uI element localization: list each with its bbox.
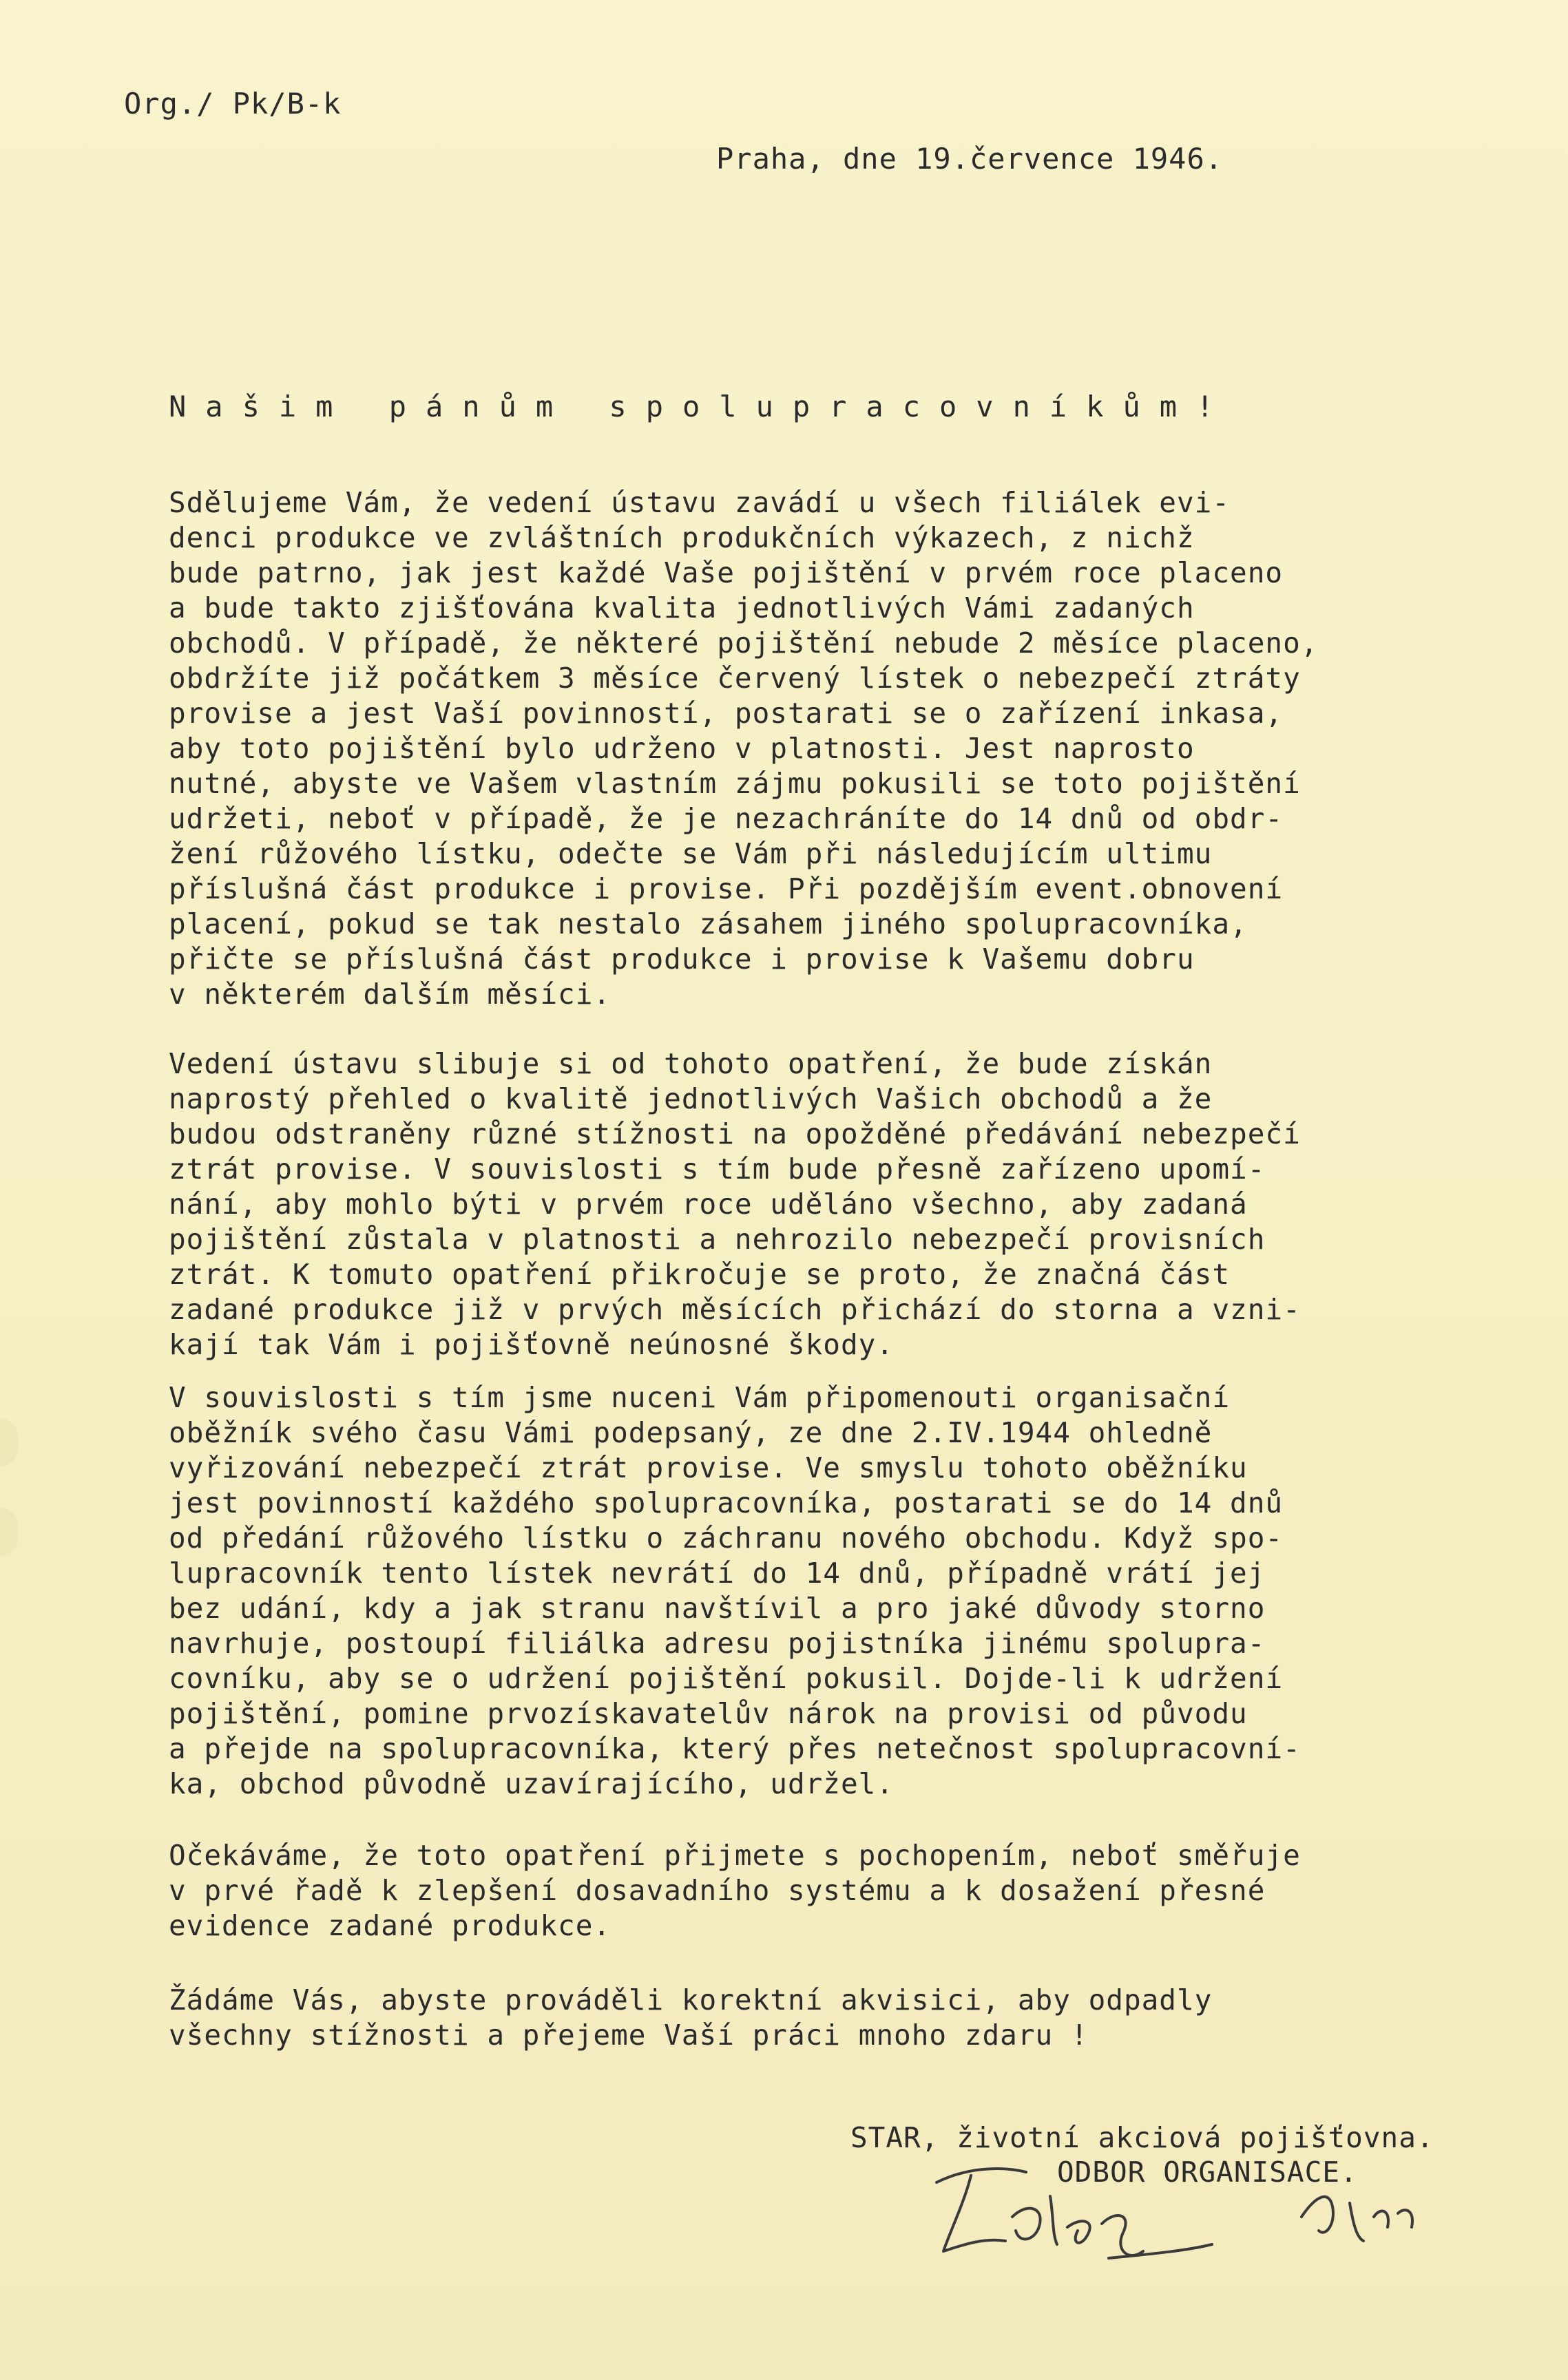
text-line: ka, obchod původně uzavírajícího, udržel. (169, 1767, 895, 1800)
paragraph (169, 485, 1518, 1012)
text-line: naprostý přehled o kvalitě jednotlivých Vašich obchodů a že (169, 1082, 1213, 1115)
text-line: Sdělujeme Vám, že vedení ústavu zavádí u všech filiálek evi- (169, 486, 1231, 519)
text-line: bude patrno, jak jest každé Vaše pojištění v prvém roce placeno (169, 556, 1284, 589)
text-line: přičte se příslušná část produkce i provise k Vašemu dobru (169, 942, 1195, 976)
text-line: ztrát provise. V souvislosti s tím bude přesně zařízeno upomí- (169, 1152, 1266, 1186)
text-line: obchodů. V případě, že některé pojištění nebude 2 měsíce placeno, (169, 626, 1319, 660)
text-line: všechny stížnosti a přejeme Vaší práci mnoho zdaru ! (169, 2019, 1089, 2052)
text-line: udržeti, neboť v případě, že je nezachráníte do 14 dnů od obdr- (169, 802, 1284, 835)
punch-hole-mark (0, 1418, 18, 1466)
text-line: od předání růžového lístku o záchranu nového obchodu. Když spo- (169, 1521, 1284, 1555)
text-line: Očekáváme, že toto opatření přijmete s pochopením, neboť směřuje (169, 1839, 1301, 1872)
letter-date: Praha, dne 19.července 1946. (716, 142, 1224, 176)
text-line: bez udání, kdy a jak stranu navštívil a pro jaké důvody storno (169, 1592, 1266, 1625)
text-line: žení růžového lístku, odečte se Vám při následujícím ultimu (169, 837, 1213, 870)
text-line: pojištění zůstala v platnosti a nehrozilo nebezpečí provisních (169, 1223, 1266, 1256)
reference-number: Org./ Pk/B-k (124, 87, 342, 120)
text-line: kají tak Vám i pojišťovně neúnosné škody. (169, 1328, 895, 1361)
text-line: V souvislosti s tím jsme nuceni Vám připomenouti organisační (169, 1381, 1231, 1414)
text-line: denci produkce ve zvláštních produkčních výkazech, z nichž (169, 521, 1195, 554)
text-line: covníku, aby se o udržení pojištění pokusil. Dojde-li k udržení (169, 1662, 1284, 1695)
text-line: zadané produkce již v prvých měsících přichází do storna a vzni- (169, 1293, 1301, 1326)
text-line: příslušná část produkce i provise. Při pozdějším event.obnovení (169, 872, 1284, 905)
text-line: budou odstraněny různé stížnosti na opožděné předávání nebezpečí (169, 1117, 1301, 1150)
text-line: v některém dalším měsíci. (169, 978, 611, 1011)
text-line: pojištění, pomine prvozískavatelův nárok na provisi od původu (169, 1697, 1248, 1730)
text-line: jest povinností každého spolupracovníka, postarati se do 14 dnů (169, 1486, 1284, 1519)
text-line: provise a jest Vaší povinností, postarati se o zařízení inkasa, (169, 697, 1284, 730)
text-line: aby toto pojištění bylo udrženo v platnosti. Jest naprosto (169, 732, 1195, 765)
text-line: ztrát. K tomuto opatření přikročuje se proto, že značná část (169, 1258, 1231, 1291)
paragraph (169, 1838, 1518, 1944)
text-line: oběžník svého času Vámi podepsaný, ze dne 2.IV.1944 ohledně (169, 1416, 1213, 1449)
handwritten-signature (923, 2155, 1474, 2272)
punch-hole-mark (0, 1508, 18, 1556)
text-line: Žádáme Vás, abyste prováděli korektní akvisici, aby odpadly (169, 1983, 1213, 2016)
text-line: nání, aby mohlo býti v prvém roce uděláno všechno, aby zadaná (169, 1188, 1248, 1221)
text-line: Vedení ústavu slibuje si od tohoto opatření, že bude získán (169, 1047, 1213, 1080)
text-line: a přejde na spolupracovníka, který přes netečnost spolupracovní- (169, 1732, 1301, 1765)
paragraph (169, 1983, 1518, 2053)
text-line: vyřizování nebezpečí ztrát provise. Ve smyslu tohoto oběžníku (169, 1451, 1248, 1484)
text-line: placení, pokud se tak nestalo zásahem jiného spolupracovníka, (169, 907, 1248, 940)
text-line: lupracovník tento lístek nevrátí do 14 dnů, případně vrátí jej (169, 1557, 1266, 1590)
closing-company: STAR, životní akciová pojišťovna. (850, 2121, 1434, 2154)
closing-department: ODBOR ORGANISACE. (1057, 2156, 1358, 2189)
text-line: nutné, abyste ve Vašem vlastním zájmu pokusili se toto pojištění (169, 767, 1301, 800)
text-line: navrhuje, postoupí filiálka adresu pojistníka jinému spolupra- (169, 1627, 1266, 1660)
paragraph (169, 1380, 1518, 1802)
text-line: evidence zadané produkce. (169, 1909, 611, 1942)
salutation: Našim pánům spolupracovníkům! (169, 390, 1233, 423)
text-line: obdržíte již počátkem 3 měsíce červený lístek o nebezpečí ztráty (169, 662, 1301, 695)
text-line: a bude takto zjišťována kvalita jednotlivých Vámi zadaných (169, 591, 1195, 624)
paragraph (169, 1046, 1518, 1362)
text-line: v prvé řadě k zlepšení dosavadního systému a k dosažení přesné (169, 1874, 1266, 1907)
